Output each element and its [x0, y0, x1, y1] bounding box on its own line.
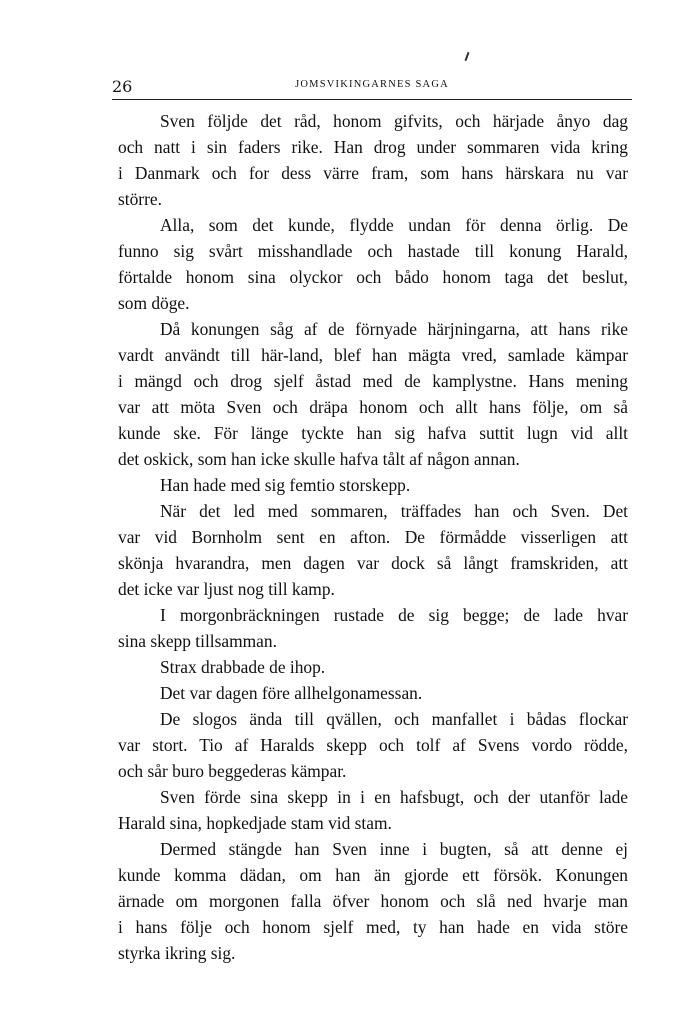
text-line: Strax drabbade de ihop. — [160, 657, 326, 677]
paragraph — [118, 680, 628, 706]
text-line: Det var dagen före allhelgonamessan. — [160, 683, 423, 703]
text-line: När det led med sommaren, träffades han och Sven. Det — [160, 501, 628, 521]
page-header — [112, 77, 632, 100]
page-number: 26 — [112, 77, 133, 96]
body-text — [118, 108, 628, 966]
paragraph — [118, 654, 628, 680]
paragraph — [118, 472, 628, 498]
text-line: i Danmark och for dess värre fram, som hans härskara nu var — [118, 163, 628, 183]
text-line: funno sig svårt misshandlade och hastade till konung Harald, — [118, 241, 628, 261]
text-line: kunde ske. För länge tyckte han sig hafva suttit lugn vid allt — [118, 423, 628, 443]
text-line: i hans följe och honom sjelf med, ty han hade en vida störe — [118, 917, 628, 937]
text-line: Sven följde det råd, honom gifvits, och härjade ånyo dag — [160, 111, 628, 131]
paragraph — [118, 706, 628, 784]
paragraph — [118, 602, 628, 654]
text-line: Då konungen såg af de förnyade härjningarna, att hans rike — [160, 319, 628, 339]
text-line: skönja hvarandra, men dagen var dock så långt framskriden, att — [118, 553, 628, 573]
text-line: som döge. — [118, 293, 190, 313]
text-line: Sven förde sina skepp in i en hafsbugt, och der utanför lade — [160, 787, 628, 807]
text-line: Harald sina, hopkedjade stam vid stam. — [118, 813, 392, 833]
text-line: förtalde honom sina olyckor och bådo honom taga det beslut, — [118, 267, 628, 287]
running-title: JOMSVIKINGARNES SAGA — [295, 79, 449, 90]
text-line: ärnade om morgonen falla öfver honom och slå ned hvarje man — [118, 891, 628, 911]
paragraph — [118, 212, 628, 316]
stray-ink-mark — [465, 52, 470, 61]
text-line: större. — [118, 189, 162, 209]
text-line: kunde komma dädan, om han än gjorde ett försök. Konungen — [118, 865, 628, 885]
text-line: var stort. Tio af Haralds skepp och tolf af Svens vordo rödde, — [118, 735, 628, 755]
text-line: var vid Bornholm sent en afton. De förmådde visserligen att — [118, 527, 628, 547]
paragraph — [118, 836, 628, 966]
text-line: Alla, som det kunde, flydde undan för denna örlig. De — [160, 215, 628, 235]
text-line: sina skepp tillsamman. — [118, 631, 277, 651]
text-line: vardt användt till här-land, blef han mägta vred, samlade kämpar — [118, 345, 628, 365]
text-line: och sår buro beggederas kämpar. — [118, 761, 347, 781]
text-line: det icke var ljust nog till kamp. — [118, 579, 335, 599]
text-line: styrka ikring sig. — [118, 943, 236, 963]
paragraph — [118, 108, 628, 212]
text-line: I morgonbräckningen rustade de sig begge; de lade hvar — [160, 605, 628, 625]
paragraph — [118, 498, 628, 602]
text-line: Han hade med sig femtio storskepp. — [160, 475, 411, 495]
text-line: var att möta Sven och dräpa honom och allt hans följe, om så — [118, 397, 628, 417]
text-line: i mängd och drog sjelf åstad med de kamplystne. Hans mening — [118, 371, 628, 391]
paragraph — [118, 316, 628, 472]
text-line: De slogos ända till qvällen, och manfallet i bådas flockar — [160, 709, 628, 729]
text-line: det oskick, som han icke skulle hafva tålt af någon annan. — [118, 449, 520, 469]
text-line: Dermed stängde han Sven inne i bugten, så att denne ej — [160, 839, 628, 859]
text-line: och natt i sin faders rike. Han drog under sommaren vida kring — [118, 137, 628, 157]
paragraph — [118, 784, 628, 836]
